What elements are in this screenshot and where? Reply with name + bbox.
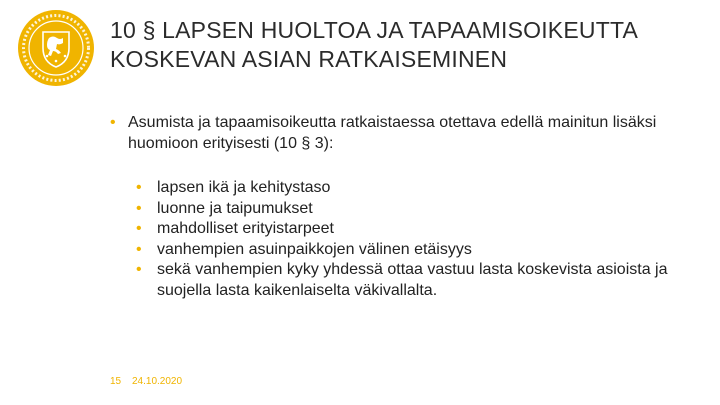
bullet-icon: •	[110, 114, 116, 131]
page-number: 15	[110, 376, 122, 387]
bullet-icon: •	[136, 220, 142, 237]
bullet-icon: •	[136, 240, 142, 258]
list-item-text: vanhempien asuinpaikkojen välinen etäisyys	[157, 240, 472, 258]
slide-footer	[110, 376, 183, 387]
list-item-text: sekä vanhempien kyky yhdessä ottaa vastuu lasta koskevista asioista ja suojella lasta kaikenlaiselta väkivallalta.	[157, 261, 668, 299]
list-item	[136, 219, 696, 240]
bullet-icon: •	[136, 261, 142, 278]
list-item-text: lapsen ikä ja kehitystaso	[157, 179, 331, 196]
footer-date: 24.10.2020	[132, 376, 183, 387]
slide-title-line-2: KOSKEVAN ASIAN RATKAISEMINEN	[110, 46, 508, 72]
main-bullet-text: Asumista ja tapaamisoikeutta ratkaistaessa otettava edellä mainitun lisäksi huomioon erityisesti (10 § 3):	[128, 114, 657, 152]
list-item	[136, 240, 696, 261]
government-emblem-icon	[16, 8, 96, 88]
list-item-text: luonne ja taipumukset	[157, 199, 313, 217]
list-item	[136, 178, 696, 199]
list-item-text: mahdolliset erityistarpeet	[157, 220, 334, 237]
main-bullet	[110, 112, 670, 154]
sub-bullet-list	[136, 178, 696, 301]
bullet-icon: •	[136, 199, 142, 217]
list-item	[136, 260, 696, 301]
slide-title	[110, 16, 710, 74]
list-item	[136, 199, 696, 220]
bullet-icon: •	[136, 179, 142, 196]
slide-title-line-1: 10 § LAPSEN HUOLTOA JA TAPAAMISOIKEUTTA	[110, 17, 639, 43]
